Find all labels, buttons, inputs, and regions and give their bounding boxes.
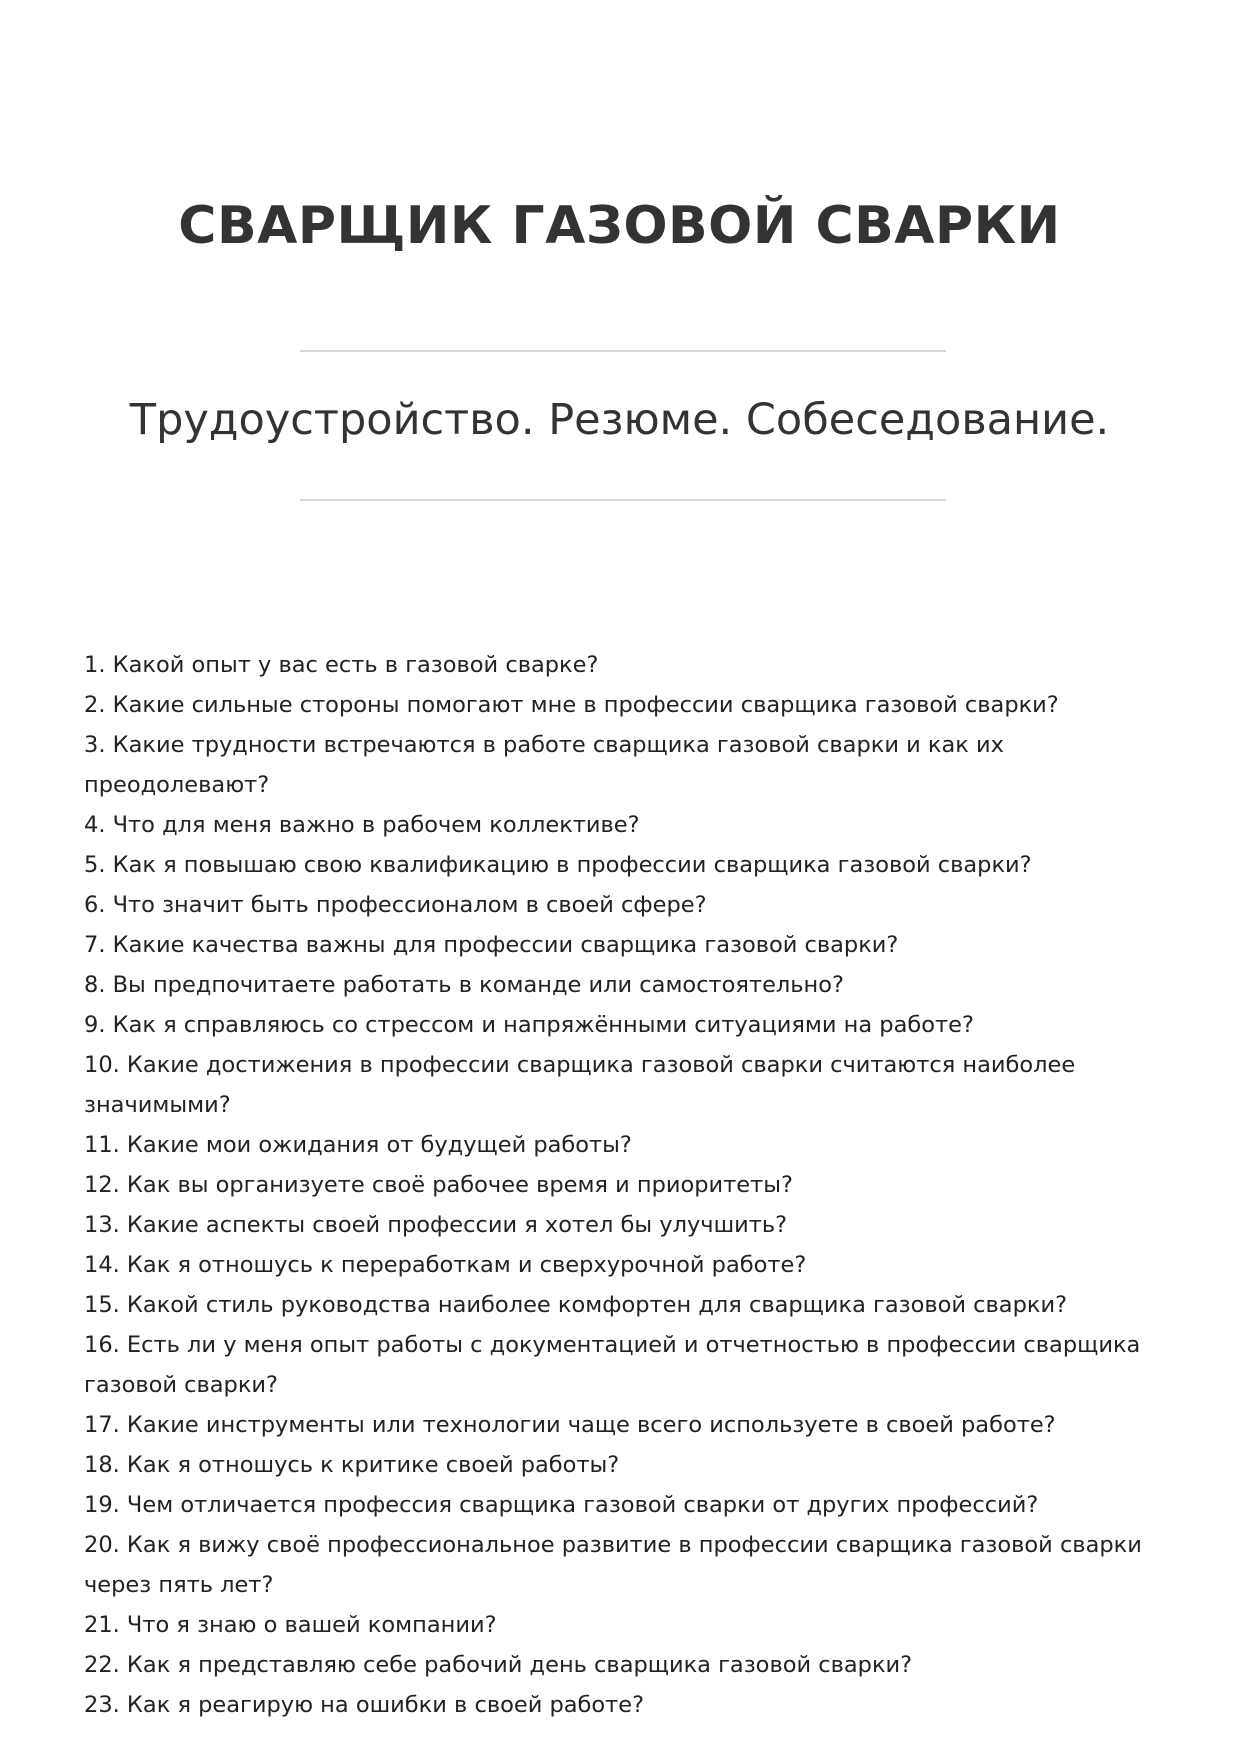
question-item: 16. Есть ли у меня опыт работы с документацией и отчетностью в профессии сварщика газовой сварки? [84, 1332, 1141, 1398]
question-item: 3. Какие трудности встречаются в работе сварщика газовой сварки и как их преодолевают? [84, 732, 1004, 798]
question-item: 20. Как я вижу своё профессиональное развитие в профессии сварщика газовой сварки через пять лет? [84, 1532, 1142, 1598]
document-subtitle: Трудоустройство. Резюме. Собеседование. [129, 395, 1110, 445]
question-item: 18. Как я отношусь к критике своей работы? [84, 1452, 620, 1478]
question-item: 9. Как я справляюсь со стрессом и напряжёнными ситуациями на работе? [84, 1012, 974, 1038]
question-item: 15. Какой стиль руководства наиболее комфортен для сварщика газовой сварки? [84, 1292, 1068, 1318]
question-item: 1. Какой опыт у вас есть в газовой сварке? [84, 652, 599, 678]
question-item: 19. Чем отличается профессия сварщика газовой сварки от других профессий? [84, 1492, 1039, 1518]
question-item: 17. Какие инструменты или технологии чаще всего используете в своей работе? [84, 1412, 1056, 1438]
question-item: 22. Как я представляю себе рабочий день сварщика газовой сварки? [84, 1652, 913, 1678]
question-item: 4. Что для меня важно в рабочем коллективе? [84, 812, 640, 838]
question-item: 8. Вы предпочитаете работать в команде или самостоятельно? [84, 972, 844, 998]
title-divider-top [300, 350, 946, 352]
question-item: 6. Что значит быть профессионалом в своей сфере? [84, 892, 707, 918]
question-item: 12. Как вы организуете своё рабочее время и приоритеты? [84, 1172, 793, 1198]
question-item: 2. Какие сильные стороны помогают мне в профессии сварщика газовой сварки? [84, 692, 1059, 718]
question-item: 10. Какие достижения в профессии сварщика газовой сварки считаются наиболее значимыми? [84, 1052, 1076, 1118]
question-item: 11. Какие мои ожидания от будущей работы? [84, 1132, 632, 1158]
question-item: 14. Как я отношусь к переработкам и сверхурочной работе? [84, 1252, 807, 1278]
question-item: 21. Что я знаю о вашей компании? [84, 1612, 497, 1638]
question-item: 13. Какие аспекты своей профессии я хотел бы улучшить? [84, 1212, 788, 1238]
question-item: 23. Как я реагирую на ошибки в своей работе? [84, 1692, 645, 1718]
document-title: СВАРЩИК ГАЗОВОЙ СВАРКИ [178, 196, 1061, 256]
question-item: 7. Какие качества важны для профессии сварщика газовой сварки? [84, 932, 899, 958]
title-divider-bottom [300, 499, 946, 501]
question-list [84, 645, 1164, 1725]
question-item: 5. Как я повышаю свою квалификацию в профессии сварщика газовой сварки? [84, 852, 1032, 878]
